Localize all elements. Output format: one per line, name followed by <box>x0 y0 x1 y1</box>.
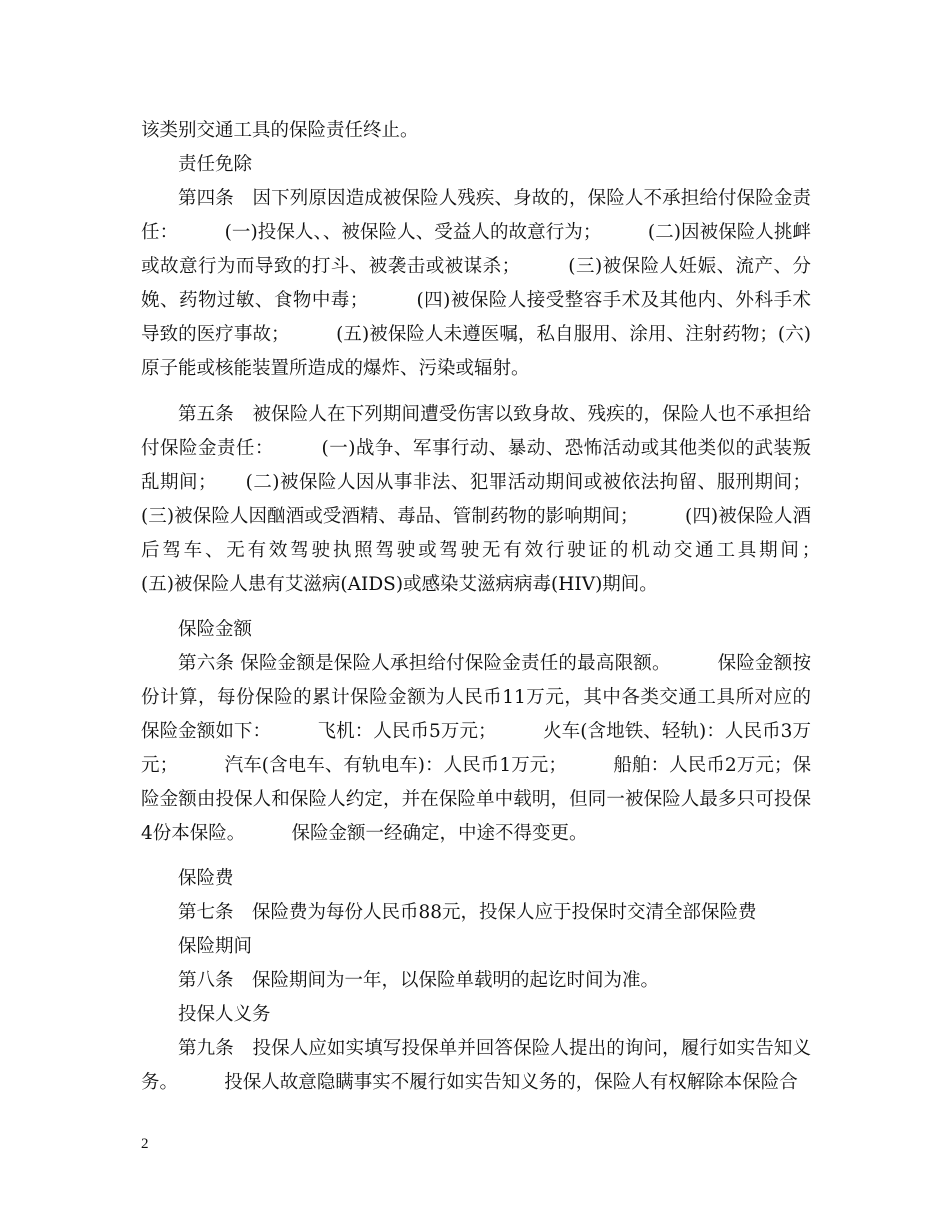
page-number: 2 <box>141 1136 149 1152</box>
section-heading-period: 保险期间 <box>178 936 253 957</box>
section-heading-exclusions: 责任免除 <box>178 154 253 175</box>
article-8: 第八条 保险期间为一年，以保险单载明的起讫时间为准。 <box>178 970 660 991</box>
article-7: 第七条 保险费为每份人民币88元，投保人应于投保时交清全部保险费 <box>178 902 757 923</box>
paragraph-continuation: 该类别交通工具的保险责任终止。 <box>141 120 419 141</box>
article-9: 第九条 投保人应如实填写投保单并回答保险人提出的询问，履行如实告知义务。 投保人故意隐瞒事实不履行如实告知义务的，保险人有权解除本保险合 <box>141 1038 811 1093</box>
section-heading-premium: 保险费 <box>178 868 234 889</box>
section-heading-obligations: 投保人义务 <box>178 1004 271 1025</box>
article-6: 第六条 保险金额是保险人承担给付保险金责任的最高限额。 保险金额按份计算，每份保险的累计保险金额为人民币11万元，其中各类交通工具所对应的保险金额如下： 飞机：人民币5万元； 火车(含地铁、轻轨)：人民币3万元； 汽车(含电车、有轨电车)：人民币1万元； 船舶：人民币2万元；保险金额由投保人和保险人约定，并在保险单中载明，但同一被保险人最多只可投保4份本保险。 保险金额一经确定，中途不得变更。 <box>141 653 811 844</box>
section-heading-sum-insured: 保险金额 <box>178 619 253 640</box>
article-5: 第五条 被保险人在下列期间遭受伤害以致身故、残疾的，保险人也不承担给付保险金责任： (一)战争、军事行动、暴动、恐怖活动或其他类似的武装叛乱期间； (二)被保险人因从事非法、犯罪活动期间或被依法拘留、服刑期间；(三)被保险人因酗酒或受酒精、毒品、管制药物的影响期间； (四)被保险人酒后驾车、无有效驾驶执照驾驶或驾驶无有效行驶证的机动交通工具期间； (五)被保险人患有艾滋病(AIDS)或感染艾滋病病毒(HIV)期间。 <box>141 404 867 595</box>
article-4: 第四条 因下列原因造成被保险人残疾、身故的，保险人不承担给付保险金责任： (一)投保人、、被保险人、受益人的故意行为； (二)因被保险人挑衅或故意行为而导致的打斗、被袭击或被谋杀； (三)被保险人妊娠、流产、分娩、药物过敏、食物中毒； (四)被保险人接受整容手术及其他内、外科手术导致的医疗事故； (五)被保险人未遵医嘱，私自服用、涂用、注射药物；(六)原子能或核能装置所造成的爆炸、污染或辐射。 <box>141 188 811 379</box>
